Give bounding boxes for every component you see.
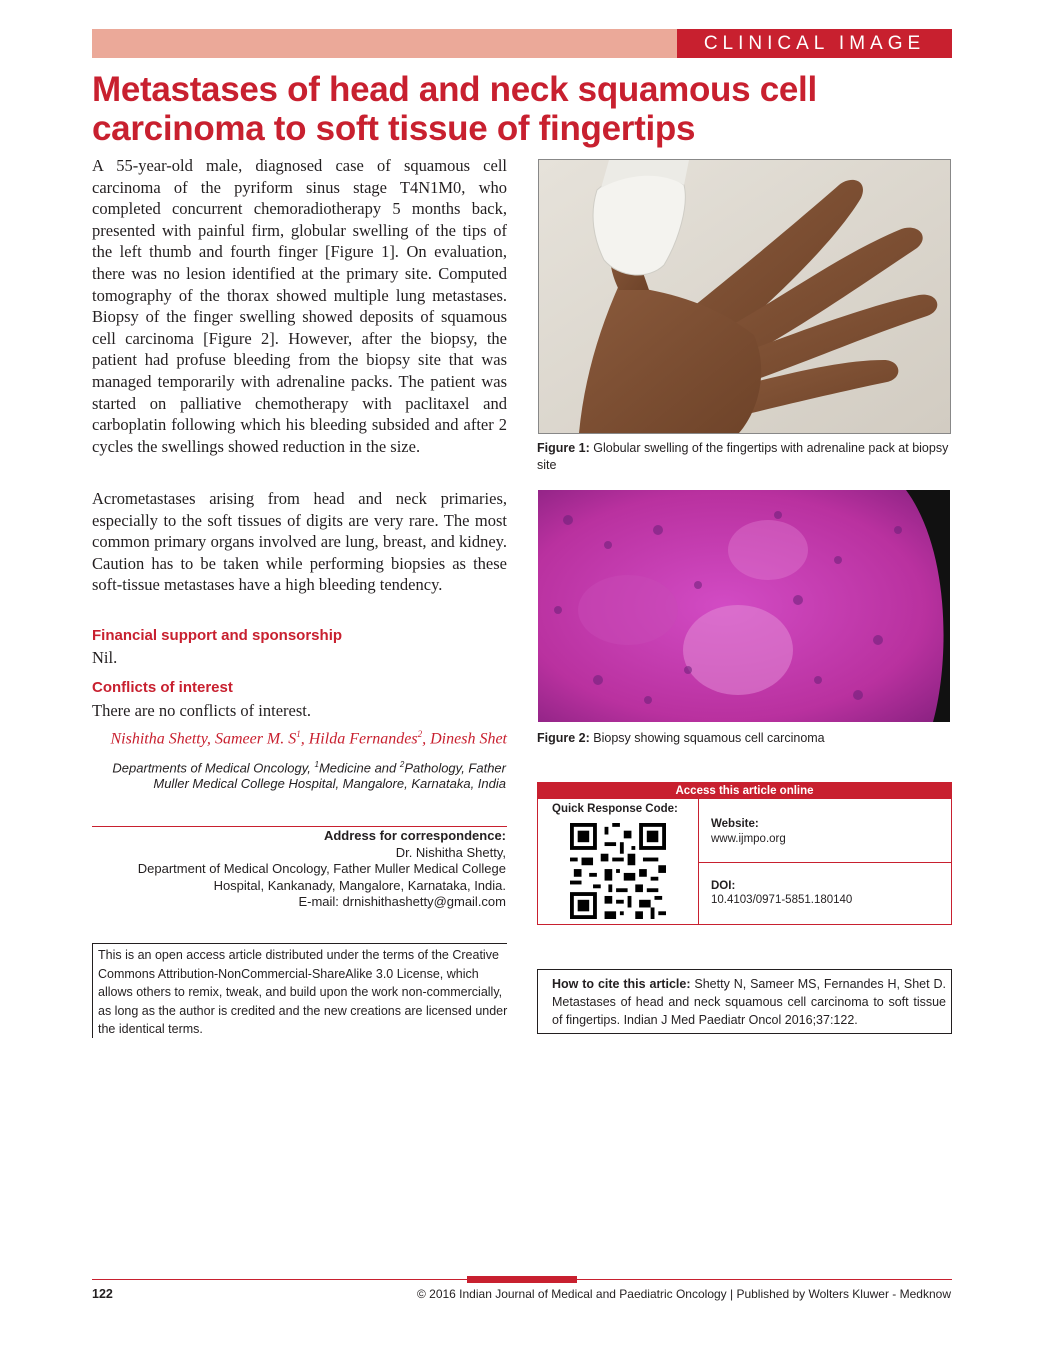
- affiliation: [92, 757, 506, 792]
- citation-box: [537, 969, 952, 1034]
- correspondence-block: [92, 828, 506, 911]
- citation-label: How to cite this article:: [552, 977, 691, 991]
- license-divider: [92, 943, 507, 944]
- author-2: Sameer M. S: [214, 730, 297, 748]
- doi-link[interactable]: 10.4103/0971-5851.180140: [711, 894, 853, 906]
- correspondence-line-1: Dr. Nishitha Shetty,: [395, 844, 506, 860]
- author-list: [92, 729, 507, 748]
- title-line-2: carcinoma to soft tissue of fingertips: [92, 109, 696, 148]
- histology-photo: [538, 490, 950, 722]
- affiliation-line-1: [92, 757, 506, 776]
- title-line-1: Metastases of head and neck squamous cell: [92, 70, 817, 109]
- figure-2-image: [538, 490, 950, 722]
- author-1: Nishitha Shetty,: [110, 730, 215, 748]
- correspondence-divider: [92, 826, 507, 827]
- body-paragraph-2: Acrometastases arising from head and neck primaries, especially to the soft tissues of digits are very rare. The most common primary organs involved are lung, breast, and kidney. Caution has to be taken while performing biopsies as these soft-tissue metastases have a high bleeding tendency.: [92, 489, 507, 595]
- author-3: , Hilda Fernandes: [300, 730, 418, 748]
- affiliation-sup-2: 2: [399, 760, 405, 769]
- conflicts-text: There are no conflicts of interest.: [92, 701, 311, 720]
- figure-1-caption: [537, 440, 951, 474]
- doi-label: DOI:: [711, 880, 736, 892]
- author-4: , Dinesh Shet: [422, 730, 507, 748]
- affiliation-sup-1: 1: [314, 760, 319, 769]
- access-divider-horizontal: [699, 862, 951, 863]
- website-link[interactable]: www.ijmpo.org: [711, 833, 786, 845]
- correspondence-heading: Address for correspondence:: [323, 828, 506, 843]
- figure-1-label: Figure 1:: [537, 441, 590, 455]
- author-2-sup: 1: [296, 729, 301, 739]
- citation-text: [552, 975, 946, 1029]
- conflicts-heading: Conflicts of interest: [92, 679, 233, 696]
- section-band: [92, 29, 952, 58]
- figure-1-caption-text: Globular swelling of the fingertips with adrenaline pack at biopsy site: [537, 441, 949, 472]
- figure-2-caption-text: Biopsy showing squamous cell carcinoma: [589, 731, 825, 745]
- affiliation-part-3: Pathology, Father: [404, 760, 506, 776]
- correspondence-line-2: Department of Medical Oncology, Father Muller Medical College: [137, 861, 506, 876]
- license-text: This is an open access article distributed under the terms of the Creative Commons Attribution-NonCommercial-ShareAlike 3.0 License, which allows others to remix, tweak, and build upon the work non-commercially, as long as the author is credited and the new creations are licensed under the identical terms.: [98, 948, 508, 1036]
- footer-text: © 2016 Indian Journal of Medical and Paediatric Oncology | Published by Wolters Kluwer - Medknow: [416, 1287, 951, 1301]
- access-heading: Access this article online: [538, 783, 951, 799]
- correspondence-line-3: Hospital, Kankanady, Mangalore, Karnataka, India.: [213, 877, 506, 893]
- author-3-sup: 2: [417, 729, 423, 739]
- license-border: [92, 943, 93, 1038]
- affiliation-line-2: Muller Medical College Hospital, Mangalore, Karnataka, India: [153, 776, 506, 792]
- body-paragraph-1: A 55-year-old male, diagnosed case of squamous cell carcinoma of the pyriform sinus stage T4N1M0, who completed concurrent chemoradiotherapy 5 months back, presented with painful firm, globular swelling of the tips of the left thumb and fourth finger [Figure 1]. On evaluation, there was no lesion identified at the primary site. Computed tomography of the thorax showed multiple lung metastases. Biopsy of the finger swelling showed deposits of squamous cell carcinoma [Figure 2]. However, after the biopsy, the patient had profuse bleeding from the biopsy site that was managed temporarily with adrenaline packs. The patient was started on palliative chemotherapy with paclitaxel and carboplatin following which his bleeding subsided and after 2 cycles the swellings showed reduction in the size.: [92, 156, 507, 456]
- financial-heading: Financial support and sponsorship: [92, 627, 343, 644]
- affiliation-part-1: Departments of Medical Oncology,: [112, 760, 315, 776]
- footer-accent: [467, 1276, 577, 1283]
- article-title: [92, 70, 952, 148]
- page-number: 122: [92, 1287, 113, 1301]
- figure-1-image: [538, 159, 951, 434]
- correspondence-email: E-mail: drnishithashetty@gmail.com: [298, 894, 506, 909]
- figure-2-caption: [537, 730, 951, 747]
- access-box: [537, 782, 952, 925]
- qr-code-icon[interactable]: [570, 823, 666, 919]
- affiliation-part-2: Medicine and: [318, 760, 400, 776]
- section-label: CLINICAL IMAGE: [677, 29, 952, 58]
- hand-photo: [539, 160, 950, 433]
- qr-label: Quick Response Code:: [552, 803, 678, 815]
- figure-2-label: Figure 2:: [537, 731, 590, 745]
- financial-text: Nil.: [92, 648, 118, 667]
- website-label: Website:: [711, 818, 759, 830]
- citation-body: Shetty N, Sameer MS, Fernandes H, Shet D. Metastases of head and neck squamous cell carcinoma to soft tissue of fingertips. Indian J Med Paediatr Oncol 2016;37:122.: [552, 977, 946, 1027]
